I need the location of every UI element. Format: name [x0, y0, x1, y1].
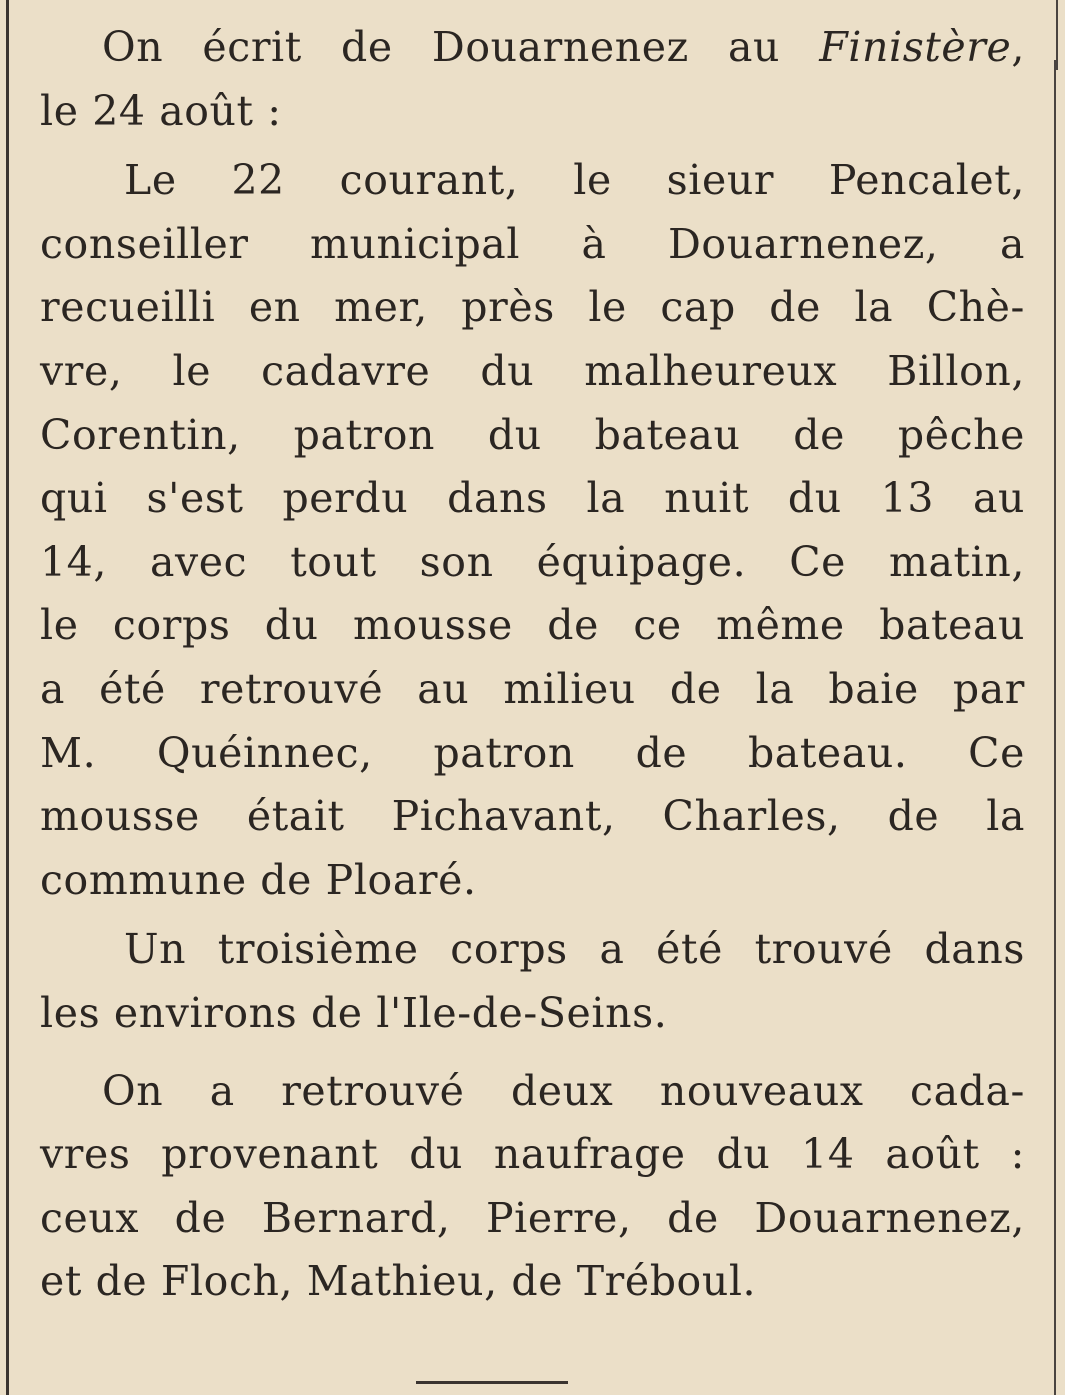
column-rule-right-top: [1056, 0, 1058, 70]
text-line: Un troisième corps a été trouvé dans: [124, 925, 1025, 974]
text-line: commune de Ploaré.: [40, 855, 477, 904]
text-line: qui s'est perdu dans la nuit du 13 au: [40, 474, 1025, 523]
text-line: [40, 16, 1025, 80]
text-line: Corentin, patron du bateau de pêche: [40, 410, 1025, 459]
text-line: 14, avec tout son équipage. Ce matin,: [40, 537, 1025, 586]
text-line: les environs de l'Ile-de-Seins.: [40, 988, 668, 1037]
text-line: mousse était Pichavant, Charles, de la: [40, 792, 1025, 841]
text-line: le corps du mousse de ce même bateau: [40, 601, 1025, 650]
text-line: recueilli en mer, près le cap de la Chè-: [40, 283, 1025, 332]
column-rule-right: [1054, 60, 1056, 1395]
text-line: ceux de Bernard, Pierre, de Douarnenez,: [40, 1193, 1025, 1242]
text-line: On a retrouvé deux nouveaux cada-: [102, 1066, 1025, 1115]
text-line: le 24 août :: [40, 86, 282, 135]
text-line: M. Quéinnec, patron de bateau. Ce: [40, 728, 1025, 777]
text-line: conseiller municipal à Douarnenez, a: [40, 219, 1025, 268]
newspaper-name: Finistère: [819, 23, 1012, 71]
text-line: et de Floch, Mathieu, de Tréboul.: [40, 1257, 757, 1306]
dateline-text: On écrit de Douarnenez au: [102, 23, 820, 71]
text-line: vre, le cadavre du malheureux Billon,: [40, 346, 1025, 395]
paragraph-third-body: [40, 918, 1025, 1045]
column-rule-left: [6, 0, 9, 1395]
dateline-punct: ,: [1011, 23, 1025, 71]
paragraph-new-bodies: [40, 1060, 1025, 1314]
paragraph-pencalet: [40, 149, 1025, 912]
spacer: [40, 1046, 1025, 1060]
paragraph-dateline: [40, 16, 1025, 143]
text-line: Le 22 courant, le sieur Pencalet,: [124, 156, 1025, 205]
text-line: a été retrouvé au milieu de la baie par: [40, 664, 1025, 713]
article-column: [40, 16, 1025, 1314]
text-line: vres provenant du naufrage du 14 août :: [40, 1130, 1025, 1179]
article-separator-rule: [416, 1381, 568, 1384]
